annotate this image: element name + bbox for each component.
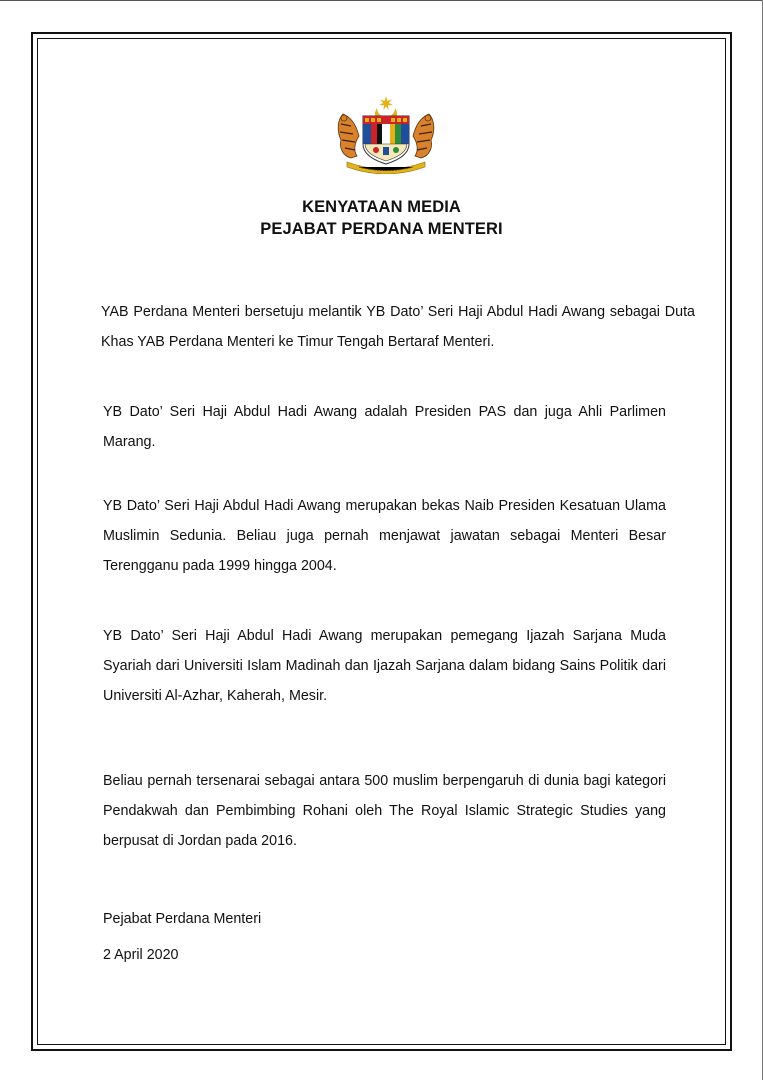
paragraph-2: YB Dato’ Seri Haji Abdul Hadi Awang adalah Presiden PAS dan juga Ahli Parlimen Marang. bbox=[103, 404, 666, 450]
paragraph-1: YAB Perdana Menteri bersetuju melantik YB Dato’ Seri Haji Abdul Hadi Awang sebagai Duta Khas YAB Perdana Menteri ke Timur Tengah Bertaraf Menteri. bbox=[101, 304, 695, 350]
page-top-edge bbox=[0, 0, 763, 1]
document-subtitle: PEJABAT PERDANA MENTERI bbox=[260, 220, 503, 238]
paragraph-4: YB Dato’ Seri Haji Abdul Hadi Awang merupakan pemegang Ijazah Sarjana Muda Syariah dari Universiti Islam Madinah dan Ijazah Sarjana dalam bidang Sains Politik dari Universiti Al-Azhar, Kaherah, Mesir. bbox=[103, 628, 666, 704]
paragraph-3: YB Dato’ Seri Haji Abdul Hadi Awang merupakan bekas Naib Presiden Kesatuan Ulama Muslimin Sedunia. Beliau juga pernah menjawat jawatan sebagai Menteri Besar Terengganu pada 1999 hingga 2004. bbox=[103, 498, 666, 574]
document-title: KENYATAAN MEDIA bbox=[302, 198, 461, 216]
signature-date: 2 April 2020 bbox=[103, 947, 179, 963]
malaysia-coat-of-arms-icon bbox=[331, 94, 441, 174]
paragraph-5: Beliau pernah tersenarai sebagai antara 500 muslim berpengaruh di dunia bagi kategori Pendakwah dan Pembimbing Rohani oleh The Royal Islamic Strategic Studies yang berpusat di Jordan pada 2016. bbox=[103, 773, 666, 849]
signature-office: Pejabat Perdana Menteri bbox=[103, 911, 262, 927]
